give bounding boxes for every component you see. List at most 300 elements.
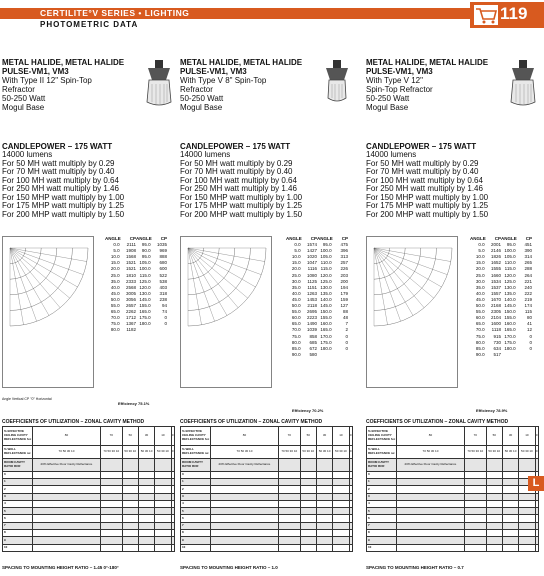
cu-cell xyxy=(100,508,122,515)
polar-spoke xyxy=(188,248,238,308)
cu-cell xyxy=(464,508,486,515)
cu-cell xyxy=(349,471,352,478)
cu-row xyxy=(367,445,539,458)
cu-cell: 20% Effective Floor Cavity Reflectance xyxy=(397,458,465,471)
cu-row xyxy=(3,500,175,507)
cu-cell xyxy=(349,486,352,493)
cu-cell xyxy=(502,515,518,522)
cu-cell xyxy=(122,530,138,537)
cu-cell xyxy=(171,537,174,544)
multiplier-line: For 175 MHP watt multiply by 1.25 xyxy=(366,201,489,210)
cu-cell xyxy=(122,522,138,529)
cu-cell xyxy=(397,530,465,537)
cu-cell xyxy=(502,458,518,471)
cu-cell xyxy=(349,544,352,551)
angle-table-row: 20.0 1116 115.0 226 xyxy=(291,266,348,272)
cu-row-label: % WALL REFLECTANCE rw xyxy=(367,445,397,458)
fixture-heading-line2: PULSE-VM1, VM3 xyxy=(180,67,247,76)
angle-table-row: 25.0 1660 120.0 264 xyxy=(475,272,532,278)
fixture-image xyxy=(144,60,174,108)
cu-cell: 70 50 30 10 xyxy=(464,445,486,458)
cu-cell: 50 30 10 xyxy=(138,445,154,458)
multiplier-line: For 175 MHP watt multiply by 1.25 xyxy=(2,201,125,210)
cu-title: COEFFICIENTS OF UTILIZATION – ZONAL CAVITY METHOD xyxy=(366,419,509,425)
cu-cell xyxy=(464,515,486,522)
multiplier-line: For 150 MHP watt multiply by 1.00 xyxy=(366,192,489,202)
cu-row xyxy=(367,508,539,515)
cu-cell xyxy=(100,486,122,493)
cu-row-label: 6 xyxy=(367,515,397,522)
cu-cell xyxy=(33,500,101,507)
cu-cell xyxy=(502,537,518,544)
angle-table-row: 75.0 915 170.0 0 xyxy=(475,333,532,339)
cu-cell xyxy=(278,515,300,522)
cu-cell xyxy=(349,458,352,471)
cu-cell xyxy=(33,522,101,529)
cu-row xyxy=(181,486,353,493)
cu-cell xyxy=(464,537,486,544)
cu-cell xyxy=(316,544,332,551)
cu-row xyxy=(181,445,353,458)
cu-cell xyxy=(138,515,154,522)
cu-cell: 50 30 10 xyxy=(486,445,502,458)
cu-cell: 50 30 10 xyxy=(519,445,535,458)
lumens-text: 14000 lumens xyxy=(2,150,53,159)
cu-cell xyxy=(100,515,122,522)
cu-cell xyxy=(122,458,138,471)
cu-cell xyxy=(138,500,154,507)
cu-row-label: 5 xyxy=(367,508,397,515)
cu-cell xyxy=(535,508,538,515)
cu-cell xyxy=(316,530,332,537)
cu-cell xyxy=(349,537,352,544)
cu-cell xyxy=(33,515,101,522)
cu-cell xyxy=(211,486,279,493)
cu-row-label: % WALL REFLECTANCE rw xyxy=(181,445,211,458)
cu-cell xyxy=(122,537,138,544)
polar-frame xyxy=(181,237,272,388)
cu-cell: 0 xyxy=(171,427,174,446)
cu-cell xyxy=(278,479,300,486)
fixture-desc-1: With Type V 12" xyxy=(366,76,423,85)
angle-table-header: ANGLE CP ANGLE CP xyxy=(470,236,532,241)
cu-cell: 20% Effective Floor Cavity Reflectance xyxy=(33,458,101,471)
cu-row xyxy=(367,500,539,507)
cu-row-label: 0 xyxy=(367,471,397,478)
cu-cell xyxy=(535,515,538,522)
cu-row-label: 8 xyxy=(367,530,397,537)
cu-cell xyxy=(349,530,352,537)
cu-cell xyxy=(138,508,154,515)
angle-table-row: 80.0 685 175.0 0 xyxy=(291,339,348,345)
cu-cell xyxy=(211,479,279,486)
cu-row xyxy=(3,486,175,493)
angle-table-row: 50.0 2118 145.0 127 xyxy=(291,303,348,309)
multiplier-line: For 50 MH watt multiply by 0.29 xyxy=(2,158,115,168)
cu-cell xyxy=(278,544,300,551)
cu-cell: 50 xyxy=(300,427,316,446)
angle-table-row: 5.0 1427 100.0 396 xyxy=(294,248,348,254)
cu-cell xyxy=(171,515,174,522)
cu-cell xyxy=(211,544,279,551)
angle-table-row: 20.0 1521 100.0 600 xyxy=(110,266,167,272)
cu-cell xyxy=(333,530,349,537)
cu-cell: 70 xyxy=(278,427,300,446)
polar-diagram-3 xyxy=(366,236,458,388)
cu-cell xyxy=(278,500,300,507)
angle-table-row: 15.0 1652 110.0 265 xyxy=(475,260,532,266)
cu-cell xyxy=(502,500,518,507)
cu-row-label: ROOM CAVITY RATIO RCR xyxy=(3,458,33,471)
fixture-desc-1: With Type II 12" Spin-Top xyxy=(2,76,92,85)
cu-cell xyxy=(138,537,154,544)
cu-row xyxy=(3,458,175,471)
cu-cell xyxy=(278,493,300,500)
series-title: CERTILITE°V SERIES • LIGHTING xyxy=(40,8,190,18)
multiplier-line: For 175 MHP watt multiply by 1.25 xyxy=(180,201,303,210)
cu-cell xyxy=(502,471,518,478)
spacing-ratio: SPACING TO MOUNTING HEIGHT RATIO – 1.0 xyxy=(180,565,278,570)
cu-cell xyxy=(100,537,122,544)
cu-row-label: 6 xyxy=(181,515,211,522)
cu-cell xyxy=(300,493,316,500)
cu-cell xyxy=(464,500,486,507)
multiplier-line: For 100 MH watt multiply by 0.64 xyxy=(366,175,483,185)
cu-cell xyxy=(300,500,316,507)
cu-cell xyxy=(316,522,332,529)
cu-row xyxy=(3,427,175,446)
cu-row-label: 3 xyxy=(367,493,397,500)
cu-cell xyxy=(519,537,535,544)
cu-cell: 70 50 30 10 xyxy=(397,445,465,458)
cu-cell: 80 xyxy=(397,427,465,446)
angle-table-row: 65.0 1600 160.0 41 xyxy=(475,321,532,327)
cu-row xyxy=(367,515,539,522)
cu-cell xyxy=(155,530,171,537)
multiplier-line: For 200 MHP watt multiply by 1.50 xyxy=(180,209,303,219)
cu-row xyxy=(3,530,175,537)
cu-cell xyxy=(486,500,502,507)
angle-table-header: ANGLE CP ANGLE CP xyxy=(105,236,167,241)
cu-cell xyxy=(300,508,316,515)
cu-cell: 0 xyxy=(349,427,352,446)
angle-table-3 xyxy=(470,236,532,358)
angle-table-2 xyxy=(286,236,348,358)
angle-table-row: 55.0 2695 150.0 88 xyxy=(291,309,348,315)
cu-cell xyxy=(33,493,101,500)
cu-row-label: 9 xyxy=(3,537,33,544)
cu-cell: 50 30 10 xyxy=(155,445,171,458)
cu-cell: 70 50 30 10 xyxy=(100,445,122,458)
cu-cell xyxy=(486,508,502,515)
cu-cell xyxy=(502,522,518,529)
multiplier-line: For 70 MH watt multiply by 0.40 xyxy=(2,167,115,176)
page-number: 119 xyxy=(500,4,528,23)
cu-cell xyxy=(333,486,349,493)
cu-cell xyxy=(171,493,174,500)
cu-cell xyxy=(316,486,332,493)
cu-cell xyxy=(464,530,486,537)
cu-cell: 30 xyxy=(138,427,154,446)
cu-cell xyxy=(486,486,502,493)
cu-row xyxy=(367,486,539,493)
fixture-desc-3: 50-250 Watt xyxy=(180,94,224,103)
cu-cell: 10 xyxy=(519,427,535,446)
cu-cell xyxy=(519,544,535,551)
multiplier-line: For 100 MH watt multiply by 0.64 xyxy=(180,175,297,185)
lumens-text: 14000 lumens xyxy=(366,150,417,159)
cu-row-label: ROOM CAVITY RATIO RCR xyxy=(367,458,397,471)
cu-cell: 10 xyxy=(155,427,171,446)
cu-row xyxy=(367,537,539,544)
cu-cell xyxy=(502,544,518,551)
angle-table-row: 90.0 517 xyxy=(475,351,501,357)
cu-cell xyxy=(316,471,332,478)
cu-title: COEFFICIENTS OF UTILIZATION – ZONAL CAVITY METHOD xyxy=(180,419,323,425)
cu-row xyxy=(181,471,353,478)
cu-cell xyxy=(349,500,352,507)
polar-spoke xyxy=(374,248,424,308)
cu-cell xyxy=(316,493,332,500)
cu-row-label: 5 xyxy=(181,508,211,515)
cu-cell xyxy=(211,522,279,529)
fixture-heading-line1: METAL HALIDE, METAL HALIDE xyxy=(2,58,125,67)
cu-row xyxy=(3,493,175,500)
cu-cell: 70 50 30 10 xyxy=(278,445,300,458)
polar-frame xyxy=(367,237,458,388)
multiplier-line: For 150 MHP watt multiply by 1.00 xyxy=(180,192,303,202)
cu-cell xyxy=(502,530,518,537)
spacing-ratio: SPACING TO MOUNTING HEIGHT RATIO – 0.7 xyxy=(366,565,464,570)
cu-cell xyxy=(333,508,349,515)
cu-cell xyxy=(33,544,101,551)
cu-cell xyxy=(122,486,138,493)
section-tab: L xyxy=(528,476,544,491)
angle-table-row: 25.0 1080 120.0 203 xyxy=(291,272,348,278)
cu-cell: 50 30 10 xyxy=(122,445,138,458)
cu-cell xyxy=(171,458,174,471)
fixture-column-1 xyxy=(2,58,180,219)
cu-cell xyxy=(278,537,300,544)
cu-row-label: 1 xyxy=(181,479,211,486)
angle-table-row: 65.0 2262 165.0 74 xyxy=(110,309,167,315)
angle-table-row: 10.0 1826 105.0 314 xyxy=(475,254,532,260)
fixture-desc-1: With Type V 8" Spin-Top xyxy=(180,76,267,85)
cu-row-label: 10 xyxy=(181,544,211,551)
cu-cell xyxy=(300,458,316,471)
cu-row xyxy=(181,522,353,529)
cu-cell xyxy=(300,486,316,493)
angle-table-row: 0.0 1574 95.0 475 xyxy=(294,242,348,248)
angle-table-row: 85.0 672 180.0 0 xyxy=(291,345,348,351)
angle-table-row: 30.0 1534 125.0 221 xyxy=(475,278,532,284)
fixture-image xyxy=(508,60,538,108)
cu-cell xyxy=(100,500,122,507)
cu-cell xyxy=(138,486,154,493)
cu-cell xyxy=(211,530,279,537)
cu-row xyxy=(181,479,353,486)
cu-cell xyxy=(486,493,502,500)
fixture-column-3 xyxy=(366,58,544,219)
fixture-desc-4: Mogul Base xyxy=(366,103,409,112)
cu-cell xyxy=(333,537,349,544)
cu-cell: 50 30 10 xyxy=(502,445,518,458)
cu-row-label: 9 xyxy=(367,537,397,544)
cu-cell xyxy=(300,530,316,537)
cu-cell: 50 30 10 xyxy=(316,445,332,458)
angle-table-row: 15.0 1047 110.0 257 xyxy=(291,260,348,266)
polar-note: Angle Vertical CP ''0° Horizontal xyxy=(2,397,52,401)
cu-cell xyxy=(464,471,486,478)
polar-diagram-1 xyxy=(2,236,94,388)
cu-row xyxy=(181,458,353,471)
cu-cell xyxy=(278,522,300,529)
cu-cell: 70 50 30 10 xyxy=(211,445,279,458)
cu-row-label: % WALL REFLECTANCE rw xyxy=(3,445,33,458)
angle-table-row: 45.0 3005 130.0 318 xyxy=(110,290,167,296)
cu-cell xyxy=(155,458,171,471)
cu-cell xyxy=(316,508,332,515)
cu-cell xyxy=(397,508,465,515)
cu-cell xyxy=(122,544,138,551)
cu-cell xyxy=(349,493,352,500)
cu-cell xyxy=(155,515,171,522)
candlepower-title: CANDLEPOWER – 175 WATT xyxy=(366,142,477,151)
cu-cell: 70 xyxy=(100,427,122,446)
cu-cell xyxy=(100,458,122,471)
cu-cell xyxy=(300,515,316,522)
polar-spoke xyxy=(374,248,434,298)
angle-table-row: 70.0 1118 165.0 12 xyxy=(475,327,532,333)
cu-cell xyxy=(278,471,300,478)
cu-cell xyxy=(486,458,502,471)
cu-row xyxy=(367,544,539,551)
cu-cell xyxy=(333,522,349,529)
angle-table-row: 15.0 1521 105.0 680 xyxy=(110,260,167,266)
cu-row xyxy=(181,500,353,507)
cu-cell xyxy=(397,493,465,500)
cu-cell xyxy=(155,471,171,478)
angle-table-row: 75.0 858 170.0 0 xyxy=(291,333,348,339)
cu-cell: 80 xyxy=(211,427,279,446)
angle-table-row: 40.0 1263 135.0 179 xyxy=(291,290,348,296)
fixture-desc-4: Mogul Base xyxy=(180,103,223,112)
cu-cell xyxy=(171,530,174,537)
cu-row xyxy=(3,479,175,486)
cu-cell xyxy=(122,493,138,500)
cu-cell: 50 xyxy=(486,427,502,446)
cu-cell: 70 50 30 10 xyxy=(33,445,101,458)
fixture-desc-3: 50-250 Watt xyxy=(2,94,46,103)
cu-cell xyxy=(171,544,174,551)
cu-row xyxy=(3,537,175,544)
cu-cell xyxy=(155,493,171,500)
cu-row xyxy=(3,522,175,529)
cu-cell xyxy=(100,522,122,529)
cu-row xyxy=(367,530,539,537)
cu-cell xyxy=(464,479,486,486)
angle-table-row: 30.0 1125 125.0 200 xyxy=(291,278,348,284)
shopping-cart-icon xyxy=(474,5,498,25)
cu-cell xyxy=(138,530,154,537)
cu-row-label: % EFFECTIVE CEILING CAVITY REFLECTANCE fcc xyxy=(3,427,33,446)
cu-cell xyxy=(100,479,122,486)
angle-table-header: ANGLE CP ANGLE CP xyxy=(286,236,348,241)
angle-table-row: 35.0 1537 130.0 240 xyxy=(475,284,532,290)
cu-cell xyxy=(333,471,349,478)
cu-cell xyxy=(211,493,279,500)
cu-cell xyxy=(502,508,518,515)
cu-row-label: 2 xyxy=(3,486,33,493)
cu-row-label: 1 xyxy=(3,479,33,486)
cu-row-label: 8 xyxy=(3,530,33,537)
cu-cell xyxy=(349,515,352,522)
cu-row-label: 1 xyxy=(367,479,397,486)
cu-cell xyxy=(211,537,279,544)
cu-cell xyxy=(100,544,122,551)
cu-cell xyxy=(397,522,465,529)
angle-table-row: 60.0 2223 155.0 48 xyxy=(291,315,348,321)
cu-cell xyxy=(333,515,349,522)
angle-table-row: 35.0 2333 125.0 538 xyxy=(110,278,167,284)
efficiency-label: Efficiency 78.9% xyxy=(476,408,508,413)
cu-cell xyxy=(155,508,171,515)
cu-cell: 0 xyxy=(535,445,538,458)
cu-cell xyxy=(397,471,465,478)
cu-cell xyxy=(397,479,465,486)
cu-cell xyxy=(519,508,535,515)
cu-cell xyxy=(122,500,138,507)
cu-cell: 50 30 10 xyxy=(300,445,316,458)
polar-spoke xyxy=(188,248,248,298)
cu-cell xyxy=(349,508,352,515)
cu-cell xyxy=(333,544,349,551)
cu-row xyxy=(181,493,353,500)
polar-spoke xyxy=(10,248,60,308)
cu-cell xyxy=(100,493,122,500)
cu-cell xyxy=(535,500,538,507)
cu-cell xyxy=(211,500,279,507)
cu-row-label: 8 xyxy=(181,530,211,537)
polar-frame xyxy=(3,237,94,388)
cu-title: COEFFICIENTS OF UTILIZATION – ZONAL CAVITY METHOD xyxy=(2,419,145,425)
cu-row xyxy=(181,537,353,544)
cu-cell xyxy=(535,458,538,471)
cu-cell xyxy=(211,471,279,478)
cu-cell xyxy=(464,486,486,493)
cu-row-label: 10 xyxy=(3,544,33,551)
cu-cell xyxy=(535,493,538,500)
cu-cell: 0 xyxy=(535,427,538,446)
cu-cell xyxy=(155,486,171,493)
polar-spoke xyxy=(10,248,70,298)
cu-cell xyxy=(33,537,101,544)
fixture-desc-4: Mogul Base xyxy=(2,103,45,112)
cu-row xyxy=(181,515,353,522)
cu-row xyxy=(367,493,539,500)
cu-cell xyxy=(486,544,502,551)
fixture-heading-line2: PULSE-VM1, VM3 xyxy=(2,67,69,76)
cu-cell xyxy=(519,500,535,507)
cu-cell xyxy=(333,500,349,507)
multiplier-line: For 100 MH watt multiply by 0.64 xyxy=(2,175,119,185)
cu-row-label: 0 xyxy=(181,471,211,478)
fixture-desc-3: 50-250 Watt xyxy=(366,94,410,103)
lumens-text: 14000 lumens xyxy=(180,150,231,159)
cu-cell xyxy=(171,500,174,507)
cu-cell xyxy=(33,471,101,478)
multiplier-line: For 250 MH watt multiply by 1.46 xyxy=(366,184,483,193)
